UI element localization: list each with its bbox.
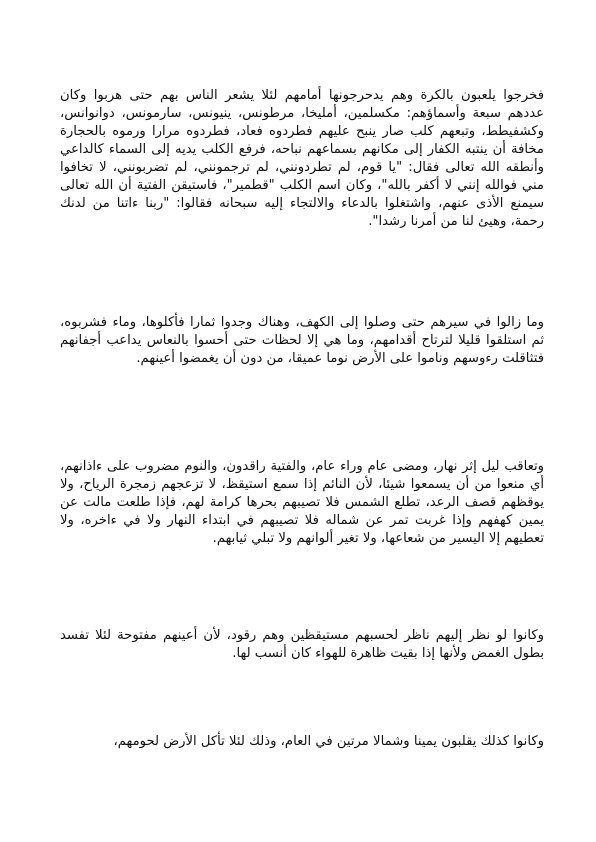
paragraph-turning-sides: وكانوا كذلك يقلبون يمينا وشمالا مرتين في العام، وذلك لئلا تأكل الأرض لحومهم، [113,734,544,749]
paragraph-open-eyes: وكانوا لو نظر إليهم ناظر لحسبهم مستيقظين وهم رقود، لأن أعينهم مفتوحة لئلا تفسد بطول الغمض ولأنها إذا بقيت ظاهرة للهواء كان أنسب لها. [60,628,544,661]
paragraph-escape-and-dog: فخرجوا يلعبون بالكرة وهم يدحرجونها أمامهم لئلا يشعر الناس بهم حتى هربوا وكان عددهم سبعة وأسماؤهم: مكسلمين، أمليخا، مرطونس، ينيونس، سارمونس، دوانوانس، وكشفيطط، وتبعهم كلب صار ينبح عليهم فطردوه فعاد، فطردوه مرارا ورموه بالحجارة مخافة أن ينتبه الكفار إلى مكانهم بسماعهم نباحه، فرفع الكلب يديه إلى السماء كالداعي وأنطقه الله تعالى فقال: "يا قوم، لم تطردونني، لم ترجمونني، لم تضربونني، لا تخافوا مني فوالله إنني لا أكفر بالله"، وكان اسم الكلب "قطمير"، فاستيقن الفتية أن الله تعالى سيمنع الأذى عنهم، واشتغلوا بالدعاء والالتجاء إليه سبحانه فقالوا: "ربنا ءاتنا من لدنك رحمة، وهيئ لنا من أمرنا رشدا". [60,88,544,229]
paragraph-long-sleep: وتعاقب ليل إثر نهار، ومضى عام وراء عام، والفتية راقدون، والنوم مضروب على ءاذانهم، أي منعوا من أن يسمعوا شيئا، لأن النائم إذا سمع استيقظ، لا تزعجهم زمجرة الرياح، ولا يوقظهم قصف الرعد، تطلع الشمس فلا تصيبهم بحرها كرامة لهم، فإذا طلعت مالت عن يمين كهفهم وإذا غربت تمر عن شماله فلا تصيبهم في ابتداء النهار ولا في ءاخره، ولا تعطيهم إلا اليسير من شعاعها، ولا تغير ألوانهم ولا تبلي ثيابهم. [60,459,544,546]
paragraph-arrival-at-cave: وما زالوا في سيرهم حتى وصلوا إلى الكهف، وهناك وجدوا ثمارا فأكلوها، وماء فشربوه، ثم استلقوا قليلا لترتاح أقدامهم، وما هي إلا لحظات حتى أحسوا بالنعاس يداعب أجفانهم فتثاقلت رءوسهم وناموا على الأرض نوما عميقا، من دون أن يغمضوا أعينهم. [60,315,544,366]
